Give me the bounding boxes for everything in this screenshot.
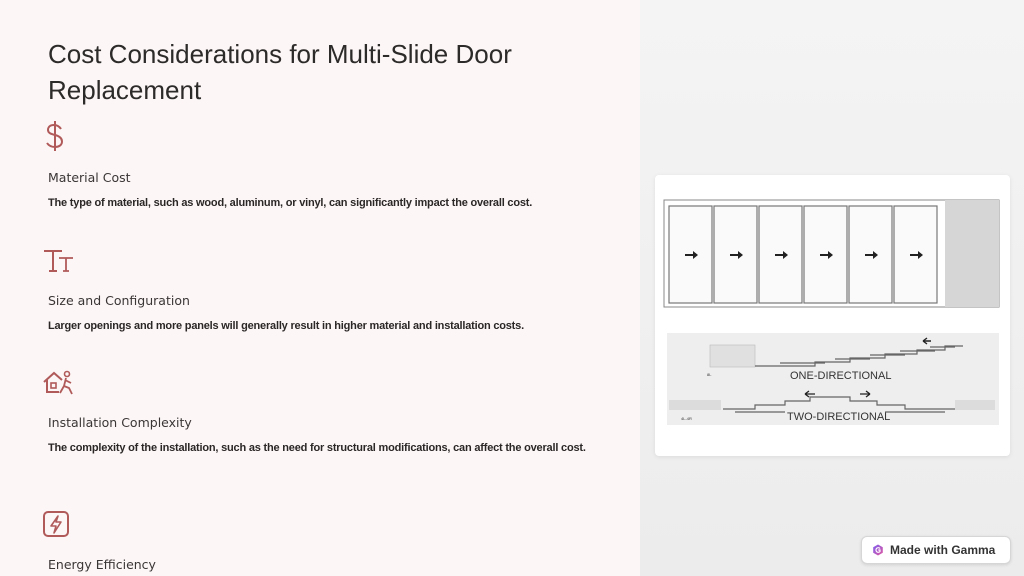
diagram-small-label: 4L-4R xyxy=(681,416,692,421)
house-worker-icon xyxy=(42,368,76,403)
badge-label: Made with Gamma xyxy=(890,543,996,557)
gamma-logo-icon xyxy=(872,544,884,556)
diagram-label-one-directional: ONE-DIRECTIONAL xyxy=(790,370,892,382)
diagram-label-two-directional: TWO-DIRECTIONAL xyxy=(787,411,891,423)
item-heading: Size and Configuration xyxy=(48,293,190,308)
diagram-small-label: 8L xyxy=(707,372,712,377)
wall-pocket xyxy=(945,200,999,307)
dollar-icon xyxy=(42,120,68,159)
lightning-icon xyxy=(42,510,72,545)
page-title: Cost Considerations for Multi-Slide Door Replacement xyxy=(48,39,512,105)
item-heading: Energy Efficiency xyxy=(48,557,156,572)
item-heading: Material Cost xyxy=(48,170,131,185)
item-description: The complexity of the installation, such as the need for structural modifications, can affect the overall cost. xyxy=(48,442,586,454)
made-with-gamma-badge[interactable] xyxy=(861,536,1011,564)
door-diagram-image xyxy=(655,175,1010,456)
text-size-icon xyxy=(42,246,76,281)
item-heading: Installation Complexity xyxy=(48,415,192,430)
item-description: Larger openings and more panels will generally result in higher material and installation costs. xyxy=(48,320,524,332)
item-description: The type of material, such as wood, aluminum, or vinyl, can significantly impact the overall cost. xyxy=(48,197,533,209)
